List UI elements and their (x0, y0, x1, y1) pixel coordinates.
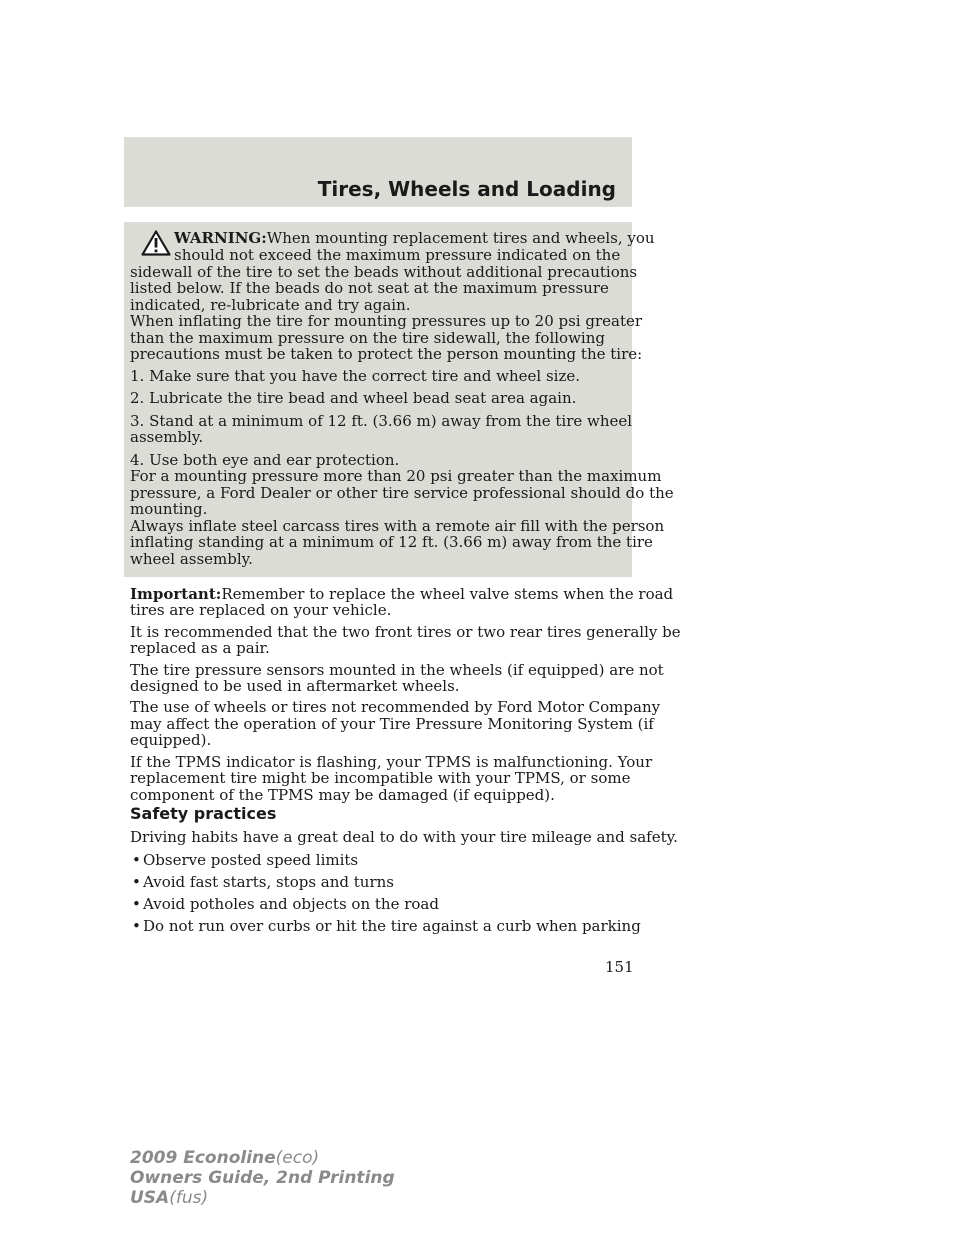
warning-line: assembly. (130, 428, 204, 446)
warning-box (124, 222, 674, 577)
paragraph-line: If the TPMS indicator is flashing, your TPMS is malfunctioning. Your (130, 753, 653, 771)
warning-triangle-icon (141, 230, 171, 256)
section-header-band (124, 137, 632, 207)
paragraph-line: equipped). (130, 731, 212, 749)
footer-line-1 (130, 1148, 395, 1168)
warning-line: pressure, a Ford Dealer or other tire service professional should do the (130, 484, 674, 502)
important-text: Remember to replace the wheel valve stems when the road (221, 585, 674, 603)
paragraph-line: designed to be used in aftermarket wheels. (130, 677, 460, 695)
warning-line: For a mounting pressure more than 20 psi greater than the maximum (130, 467, 662, 485)
footer-model-code: (eco) (275, 1148, 320, 1168)
warning-step: 1. Make sure that you have the correct tire and wheel size. (130, 367, 581, 385)
bullet-icon: • (132, 873, 141, 891)
paragraph-line: may affect the operation of your Tire Pressure Monitoring System (if (130, 715, 654, 733)
list-item: Avoid potholes and objects on the road (143, 895, 439, 913)
warning-line-1 (174, 230, 655, 247)
document-footer (130, 1148, 395, 1208)
footer-line-3 (130, 1188, 395, 1208)
warning-lead: WARNING: (174, 229, 267, 247)
bullet-icon: • (132, 851, 141, 869)
paragraph-line: replaced as a pair. (130, 639, 270, 657)
warning-step: 4. Use both eye and ear protection. (130, 451, 400, 469)
footer-model: 2009 Econoline (130, 1148, 276, 1168)
footer-line-2: Owners Guide, 2nd Printing (130, 1168, 395, 1188)
paragraph-line: tires are replaced on your vehicle. (130, 601, 392, 619)
warning-line: precautions must be taken to protect the person mounting the tire: (130, 345, 643, 363)
warning-line: mounting. (130, 500, 208, 518)
important-lead: Important: (130, 585, 222, 603)
warning-line: than the maximum pressure on the tire sidewall, the following (130, 329, 605, 347)
warning-line: listed below. If the beads do not seat at the maximum pressure (130, 279, 609, 297)
footer-market-code: (fus) (169, 1188, 209, 1208)
warning-step: 3. Stand at a minimum of 12 ft. (3.66 m) away from the tire wheel (130, 412, 633, 430)
warning-line: sidewall of the tire to set the beads without additional precautions (130, 263, 638, 281)
page-number: 151 (605, 958, 634, 976)
warning-line: wheel assembly. (130, 550, 253, 568)
warning-line: inflating standing at a minimum of 12 ft. (3.66 m) away from the tire (130, 533, 653, 551)
paragraph-line: It is recommended that the two front tires or two rear tires generally be (130, 623, 681, 641)
warning-line-1-text: When mounting replacement tires and wheels, you (266, 229, 655, 247)
paragraph-line: The use of wheels or tires not recommended by Ford Motor Company (130, 698, 661, 716)
warning-step: 2. Lubricate the tire bead and wheel bead seat area again. (130, 389, 577, 407)
bullet-icon: • (132, 895, 141, 913)
paragraph-line: replacement tire might be incompatible with your TPMS, or some (130, 769, 631, 787)
paragraph-line: component of the TPMS may be damaged (if equipped). (130, 786, 555, 804)
bullet-icon: • (132, 917, 141, 935)
warning-line: When inflating the tire for mounting pressures up to 20 psi greater (130, 312, 643, 330)
safety-heading: Safety practices (130, 804, 277, 823)
paragraph-line: The tire pressure sensors mounted in the wheels (if equipped) are not (130, 661, 664, 679)
list-item: Do not run over curbs or hit the tire against a curb when parking (143, 917, 641, 935)
list-item: Avoid fast starts, stops and turns (143, 873, 395, 891)
warning-line: indicated, re-lubricate and try again. (130, 296, 411, 314)
safety-intro: Driving habits have a great deal to do with your tire mileage and safety. (130, 828, 678, 846)
section-title: Tires, Wheels and Loading (317, 177, 616, 201)
footer-market: USA (130, 1188, 170, 1208)
warning-line: should not exceed the maximum pressure indicated on the (174, 246, 621, 264)
warning-line: Always inflate steel carcass tires with a remote air fill with the person (130, 517, 665, 535)
list-item: Observe posted speed limits (143, 851, 359, 869)
